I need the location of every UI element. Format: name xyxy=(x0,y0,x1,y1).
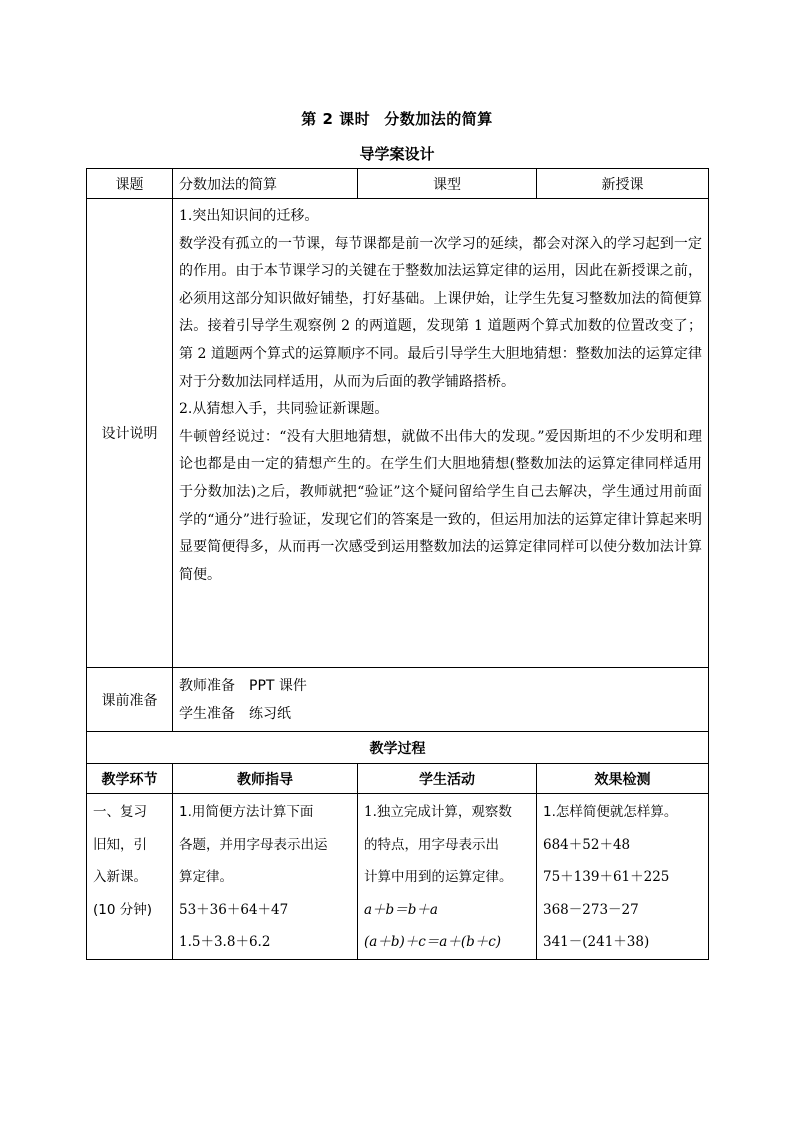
associative-law: (a＋b)＋c＝a＋(b＋c) xyxy=(364,934,502,950)
stage-line: (10 分钟) xyxy=(93,901,153,918)
lesson-number: 第 2 课时 xyxy=(301,110,371,128)
student-line: 1.独立完成计算，观察数 xyxy=(364,804,512,820)
type-value: 新授课 xyxy=(537,169,709,199)
check-expression: 368－273－27 xyxy=(543,901,639,918)
teacher-expression: 1.5＋3.8＋6.2 xyxy=(179,934,271,950)
design-paragraph-1: 数学没有孤立的一节课，每节课都是前一次学习的延续，都会对深入的学习起到一定的作用。由于本节课学习的关键在于整数加法运算定律的运用，因此在新授课之前，必须用这部分知识做好铺垫，打好基础。上课伊始，让学生先复习整数加法的简便算法。接着引导学生观察例 2 的两道题，发现第 1 道题两个算式加数的位置改变了；第 2 道题两个算式的运算顺序不同。最后引导学生大胆地猜想：整数加法的运算定律对于分数加法同样适用，从而为后面的教学铺路搭桥。 xyxy=(179,235,702,390)
design-content xyxy=(173,199,709,668)
check-expression: 684＋52＋48 xyxy=(543,836,631,853)
header-student: 学生活动 xyxy=(358,764,537,794)
header-check: 效果检测 xyxy=(537,764,709,794)
stage-line: 一、复习 xyxy=(93,804,147,820)
lesson-title: 分数加法的简算 xyxy=(384,110,493,128)
design-label: 设计说明 xyxy=(87,199,173,668)
prep-row xyxy=(87,668,709,732)
teacher-line: 各题，并用字母表示出运 xyxy=(179,836,328,853)
prep-content xyxy=(173,668,709,732)
prep-student: 学生准备 练习纸 xyxy=(179,705,291,722)
type-label: 课型 xyxy=(358,169,537,199)
design-paragraph-2: 牛顿曾经说过：“没有大胆地猜想，就做不出伟大的发现。”爱因斯坦的不少发明和理论也都是由一定的猜想产生的。在学生们大胆地猜想(整数加法的运算定律同样适用于分数加法)之后，教师就把“验证”这个疑问留给学生自己去解决，学生通过用前面学的“通分”进行验证，发现它们的答案是一致的，但运用加法的运算定律计算起来明显要简便得多，从而再一次感受到运用整数加法的运算定律同样可以使分数加法计算简便。 xyxy=(179,428,702,583)
effect-check-cell xyxy=(537,794,709,960)
page-title xyxy=(0,108,794,129)
topic-value: 分数加法的简算 xyxy=(173,169,358,199)
stage-line: 入新课。 xyxy=(93,869,147,885)
design-point-2: 2.从猜想入手，共同验证新课题。 xyxy=(179,401,389,418)
check-expression: 341－(241＋38) xyxy=(543,934,650,950)
teacher-line: 算定律。 xyxy=(179,869,233,885)
teacher-guidance-cell xyxy=(173,794,358,960)
design-row xyxy=(87,199,709,668)
commutative-law: a＋b＝b＋a xyxy=(364,901,438,918)
document-subtitle: 导学案设计 xyxy=(359,145,435,163)
process-header-row xyxy=(87,764,709,794)
stage-line: 旧知，引 xyxy=(93,836,147,853)
student-line: 的特点，用字母表示出 xyxy=(364,836,499,853)
topic-label: 课题 xyxy=(87,169,173,199)
process-row xyxy=(87,794,709,960)
teacher-expression: 53＋36＋64＋47 xyxy=(179,901,289,918)
student-activity-cell xyxy=(358,794,537,960)
teacher-line: 1.用简便方法计算下面 xyxy=(179,804,314,820)
check-expression: 75＋139＋61＋225 xyxy=(543,869,670,885)
info-row xyxy=(87,169,709,199)
check-line: 1.怎样简便就怎样算。 xyxy=(543,804,678,820)
student-line: 计算中用到的运算定律。 xyxy=(364,869,513,885)
header-teacher: 教师指导 xyxy=(173,764,358,794)
header-stage: 教学环节 xyxy=(87,764,173,794)
lesson-plan-table xyxy=(86,168,709,960)
process-title: 教学过程 xyxy=(87,732,709,764)
prep-teacher: 教师准备 PPT 课件 xyxy=(179,677,307,694)
prep-label: 课前准备 xyxy=(87,668,173,732)
design-point-1: 1.突出知识间的迁移。 xyxy=(179,208,319,224)
stage-cell xyxy=(87,794,173,960)
process-title-row xyxy=(87,732,709,764)
